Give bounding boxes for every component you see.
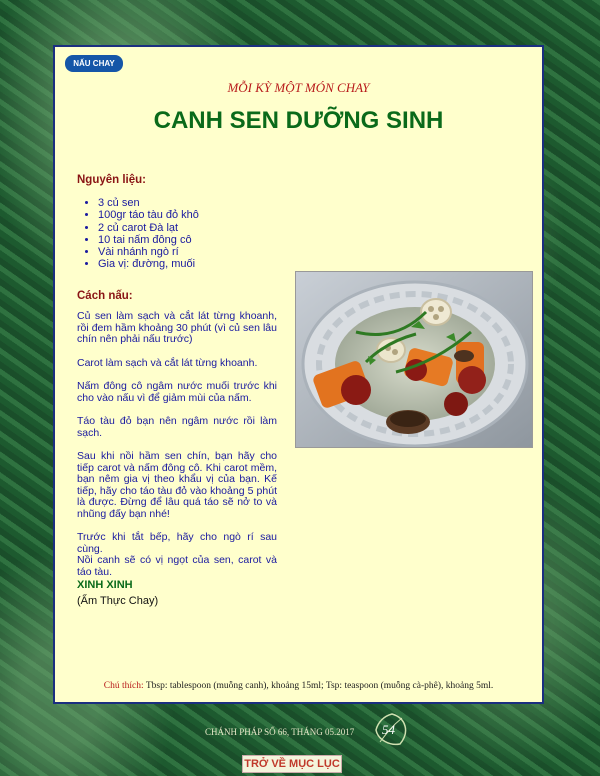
issue-footer: CHÁNH PHÁP SỐ 66, THÁNG 05.2017	[205, 727, 355, 737]
author-name: XINH XINH	[77, 579, 133, 591]
soup-photo	[295, 271, 533, 448]
method-paragraph: Carot làm sạch và cắt lát từng khoanh.	[77, 356, 258, 369]
list-item: • 100gr táo tàu đỏ khô	[98, 209, 199, 221]
series-kicker: MỖI KỲ MỘT MÓN CHAY	[227, 80, 370, 95]
footnote	[55, 681, 542, 691]
list-item: • Vài nhánh ngò rí	[98, 246, 199, 258]
back-to-contents-button[interactable]: TRỞ VỀ MỤC LỤC	[242, 755, 342, 773]
article-title: CANH SEN DƯỠNG SINH	[153, 107, 444, 134]
page-number: 54	[382, 722, 395, 737]
method-text	[77, 311, 277, 590]
article-page	[53, 45, 544, 704]
method-paragraph: Táo tàu đỏ bạn nên ngâm nước rồi làm sạch.	[77, 415, 277, 439]
footnote-text: Tbsp: tablespoon (muỗng canh), khoảng 15ml; Tsp: teaspoon (muỗng cà-phê), khoảng 5ml.	[143, 681, 494, 691]
list-item: • 3 củ sen	[98, 197, 199, 209]
method-heading: Cách nấu:	[77, 290, 133, 302]
list-item: • 2 củ carot Đà lạt	[98, 222, 199, 234]
list-item: • 10 tai nấm đông cô	[98, 234, 199, 246]
list-item: • Gia vị: đường, muối	[98, 258, 199, 270]
method-paragraph: Nấm đông cô ngâm nước muối trước khi cho vào nấu vì để giảm mùi của nấm.	[77, 380, 277, 404]
method-paragraph: Củ sen làm sạch và cắt lát từng khoanh, rồi đem hầm khoảng 30 phút (vì củ sen lâu chín nên phải nấu trước)	[77, 310, 277, 345]
footnote-label: Chú thích:	[103, 681, 144, 691]
method-paragraph: Trước khi tắt bếp, hãy cho ngò rí sau cùng. Nồi canh sẽ có vị ngọt của sen, carot và táo tàu.	[77, 531, 277, 578]
section-badge[interactable]: NẤU CHAY	[65, 55, 123, 72]
source-credit: (Ẩm Thực Chay)	[77, 595, 159, 607]
soup-bowl-image	[296, 272, 533, 448]
method-paragraph: Sau khi nồi hầm sen chín, bạn hãy cho tiếp carot và nấm đông cô. Khi carot mềm, bạn nêm gia vị theo khẩu vị của bạn. Kế tiếp, hãy cho táo tàu đỏ vào khoảng 5 phút là được. Đừng để lâu quá táo sẽ nở to và nhũng đấy bạn nhé!	[77, 450, 277, 520]
ingredients-list	[77, 197, 199, 271]
ingredients-heading: Nguyên liệu:	[77, 174, 147, 186]
